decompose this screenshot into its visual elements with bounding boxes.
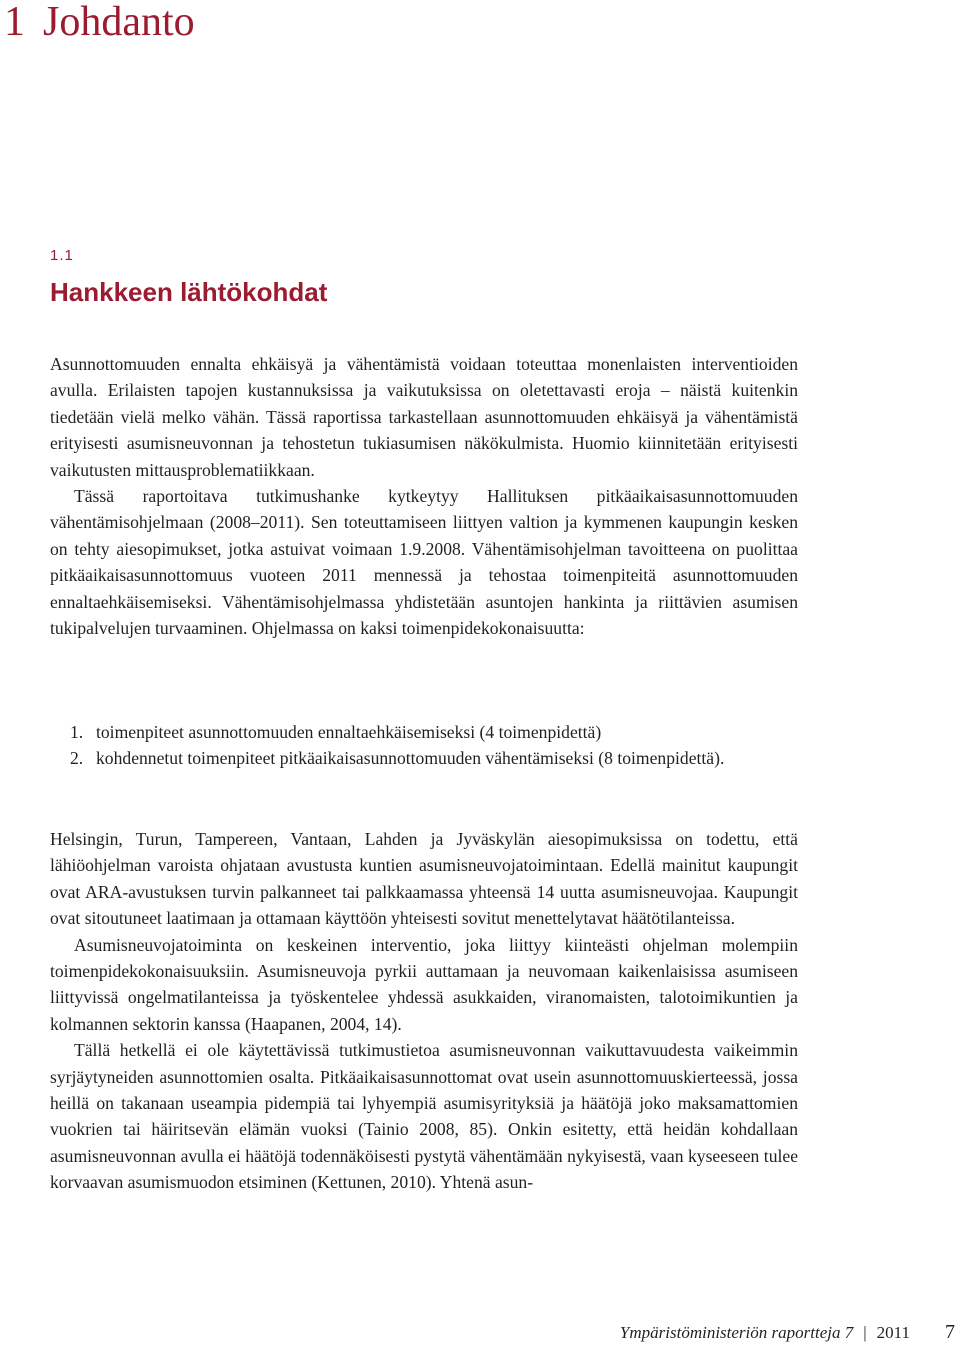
paragraph: Tällä hetkellä ei ole käytettävissä tutkimustietoa asumisneuvonnan vaikuttavuudesta vaikeimmin syrjäytyneiden asunnottomien osalta. Pitkäaikaisasunnottomat ovat usein asunnottomuuskierteessä, jossa heillä on takanaan useampia pidempiä tai lyhyempiä asumisyrityksiä ja häätöjä joko maksamattomien vuokrien tai häiritsevän elämän vuoksi (Tainio 2008, 85). Onkin esitetty, että heidän kohdallaan asumisneuvonnan avulla ei häätöjä todennäköisesti pystytä vähentämään nykyisestä, vaan kyseeseen tulee korvaavan asumismuodon etsiminen (Kettunen, 2010). Yhtenä asun-: [50, 1040, 798, 1193]
section-number: 1.1: [50, 247, 74, 264]
list-item-number: 2.: [70, 748, 84, 769]
page-footer: [620, 1322, 910, 1344]
footer-year: 2011: [876, 1323, 910, 1342]
paragraph: Asumisneuvojatoiminta on keskeinen interventio, joka liittyy kiinteästi ohjelman molempiin toimenpidekokonaisuuksiin. Asumisneuvoja pyrkii auttamaan ja neuvomaan kaikenlaisissa asumiseen liittyvissä ongelmatilanteissa ja työskentelee yhdessä asukkaiden, viranomaisten, talotoimikuntien ja kolmannen sektorin kanssa (Haapanen, 2004, 14).: [50, 934, 798, 1034]
list-item: [50, 719, 798, 745]
paragraph: Tässä raportoitava tutkimushanke kytkeytyy Hallituksen pitkäaikaisasunnottomuuden vähentämisohjelmaan (2008–2011). Sen toteuttamiseen liittyen valtion ja kymmenen kaupungin kesken on tehty aiesopimukset, jotka astuivat voimaan 1.9.2008. Vähentämisohjelman tavoitteena on puolittaa pitkäaikaisasunnottomuus vuoteen 2011 mennessä ja tehostaa toimenpiteitä asunnottomuuden ennaltaehkäisemiseksi. Vähentämisohjelmassa yhdistetään asuntojen hankinta ja riittävien asumisen tukipalvelujen turvaaminen. Ohjelmassa on kaksi toimenpidekokonaisuutta:: [50, 486, 798, 639]
list-item-number: 1.: [70, 722, 84, 742]
footer-separator: |: [863, 1323, 867, 1342]
list-item: [50, 745, 798, 771]
chapter-heading: [4, 0, 195, 48]
chapter-number: 1: [4, 0, 25, 45]
list-item-text: toimenpiteet asunnottomuuden ennaltaehkäisemiseksi (4 toimenpidettä): [96, 722, 602, 742]
section-title: Hankkeen lähtökohdat: [50, 277, 328, 307]
paragraph: Helsingin, Turun, Tampereen, Vantaan, Lahden ja Jyväskylän aiesopimuksissa on todettu, että lähiöohjelman varoista ohjataan avustusta kuntien asumisneuvojatoimintaan. Edellä mainitut kaupungit ovat ARA-avustuksen turvin palkanneet tai palkkaamassa yhteensä 14 uutta asumisneuvojaa. Kaupungit ovat sitoutuneet laatimaan ja ottamaan käyttöön yhteisesti sovitut menettelytavat häätötilanteissa.: [50, 829, 798, 929]
body-text-main: [50, 826, 798, 1196]
body-text-intro: [50, 351, 798, 641]
list-item-text: kohdennetut toimenpiteet pitkäaikaisasunnottomuuden vähentämiseksi (8 toimenpidettä).: [96, 748, 725, 769]
footer-publication: Ympäristöministeriön raportteja 7: [619, 1323, 854, 1342]
measures-list: [50, 719, 798, 772]
paragraph: Asunnottomuuden ennalta ehkäisyä ja vähentämistä voidaan toteuttaa monenlaisten interventioiden avulla. Erilaisten tapojen kustannuksissa ja vaikutuksissa on oletettavasti eroja – näistä kuitenkin tiedetään vielä melko vähän. Tässä raportissa tarkastellaan asunnottomuuden ehkäisyä ja vähentämistä erityisesti asumisneuvonnan ja tehostetun tukiasumisen näkökulmista. Huomio kiinnitetään erityisesti vaikutusten mittausproblematiikkaan.: [50, 354, 798, 480]
page-number: 7: [945, 1321, 955, 1343]
chapter-title: Johdanto: [43, 0, 195, 45]
